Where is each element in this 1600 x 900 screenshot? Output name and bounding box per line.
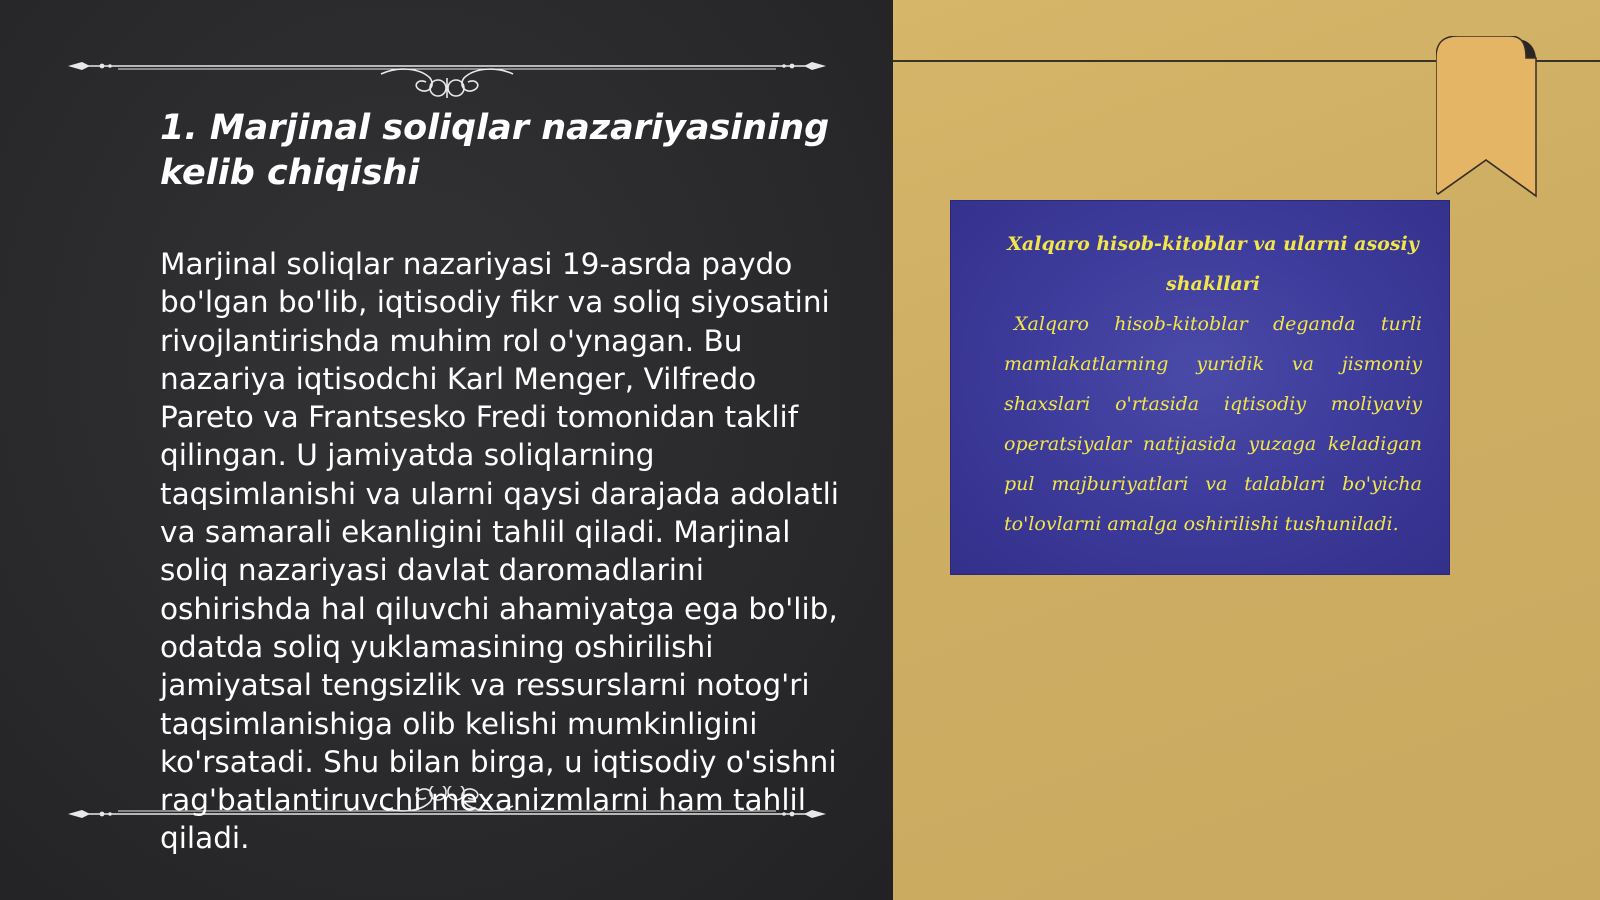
slide-body-text: Marjinal soliqlar nazariyasi 19-asrda paydo bo'lgan bo'lib, iqtisodiy fikr va soliq siyosatini rivojlantirishda muhim rol o'ynagan. Bu nazariya iqtisodchi Karl Menger, Vilfredo Pareto va Frantsesko Fredi tomonidan taklif qilingan. U jamiyatda soliqlarning taqsimlanishi va ularni qaysi darajada adolatli va samarali ekanligini tahlil qiladi. Marjinal soliq nazariyasi davlat daromadlarini oshirishda hal qiluvchi ahamiyatga ega bo'lib, odatda soliq yuklamasining oshirilishi jamiyatsal tengsizlik va ressurslarni notog'ri taqsimlanishiga olib kelishi mumkinligini ko'rsatadi. Shu bilan birga, u iqtisodiy o'sishni rag'batlantiruvchi mexanizmlarni ham tahlil qiladi. bbox=[160, 247, 839, 856]
slide-title: 1. Marjinal soliqlar nazariyasining kelib chiqishi bbox=[160, 108, 830, 193]
info-card bbox=[950, 200, 1450, 575]
info-card-text: Xalqaro hisob-kitoblar deganda turli mamlakatlarning yuridik va jismoniy shaxslari o'rtasida iqtisodiy moliyaviy operatsiyalar natijasida yuzaga keladigan pul majburiyatlari va talablari bo'yicha to'lovlarni amalga oshirilishi tushuniladi. bbox=[1004, 313, 1422, 535]
ornamental-divider-top-icon bbox=[68, 38, 826, 98]
info-card-title: Xalqaro hisob-kitoblar va ularni asosiy shakllari bbox=[1007, 233, 1419, 295]
bookmark-ribbon-icon bbox=[1436, 36, 1538, 198]
info-card-content bbox=[1004, 224, 1422, 544]
